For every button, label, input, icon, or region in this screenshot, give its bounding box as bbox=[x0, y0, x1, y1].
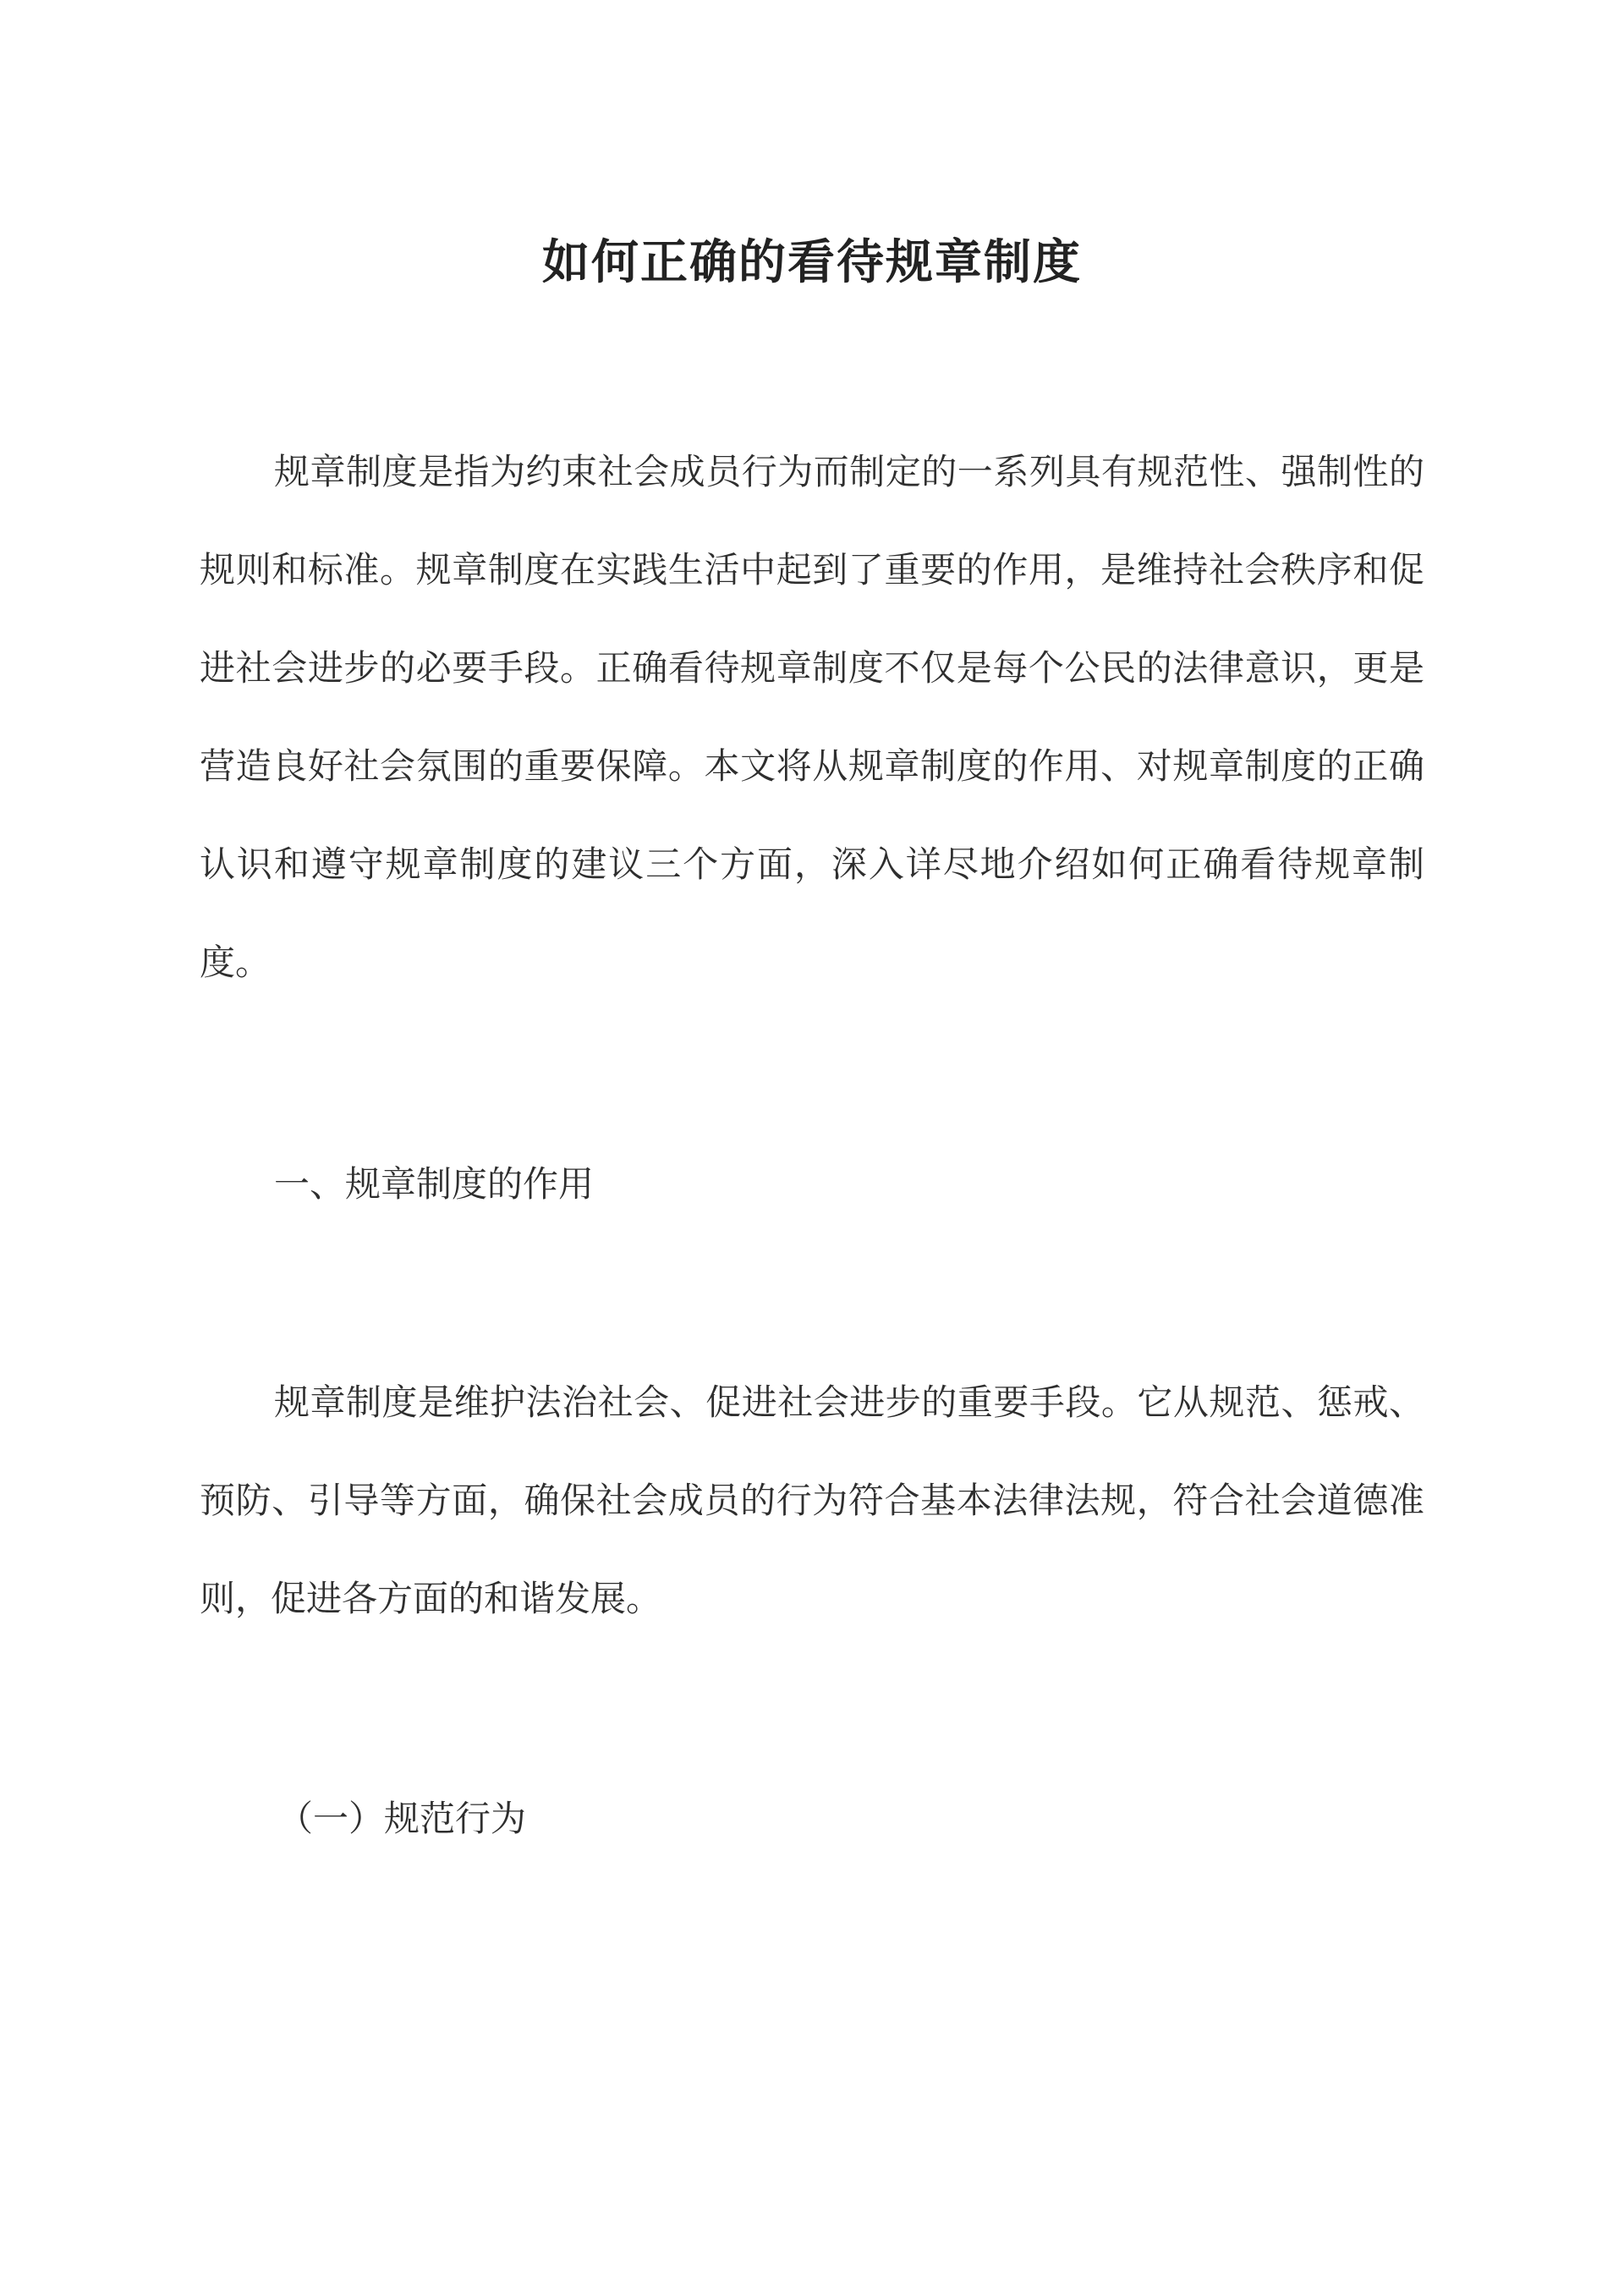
subsection-heading: （一）规范行为 bbox=[277, 1798, 527, 1839]
intro-paragraph: 规章制度是指为约束社会成员行为而制定的一系列具有规范性、强制性的规则和标准。规章制度在实践生活中起到了重要的作用，是维持社会秩序和促进社会进步的必要手段。正确看待规章制度不仅是每个公民的法律意识，更是营造良好社会氛围的重要保障。本文将从规章制度的作用、对规章制度的正确认识和遵守规章制度的建议三个方面，深入详尽地介绍如何正确看待规章制度。 bbox=[200, 451, 1424, 983]
section-body-paragraph: 规章制度是维护法治社会、促进社会进步的重要手段。它从规范、惩戒、预防、引导等方面，确保社会成员的行为符合基本法律法规，符合社会道德准则，促进各方面的和谐发展。 bbox=[200, 1381, 1424, 1619]
section-heading: 一、规章制度的作用 bbox=[274, 1163, 595, 1205]
document-title: 如何正确的看待规章制度 bbox=[542, 233, 1082, 290]
